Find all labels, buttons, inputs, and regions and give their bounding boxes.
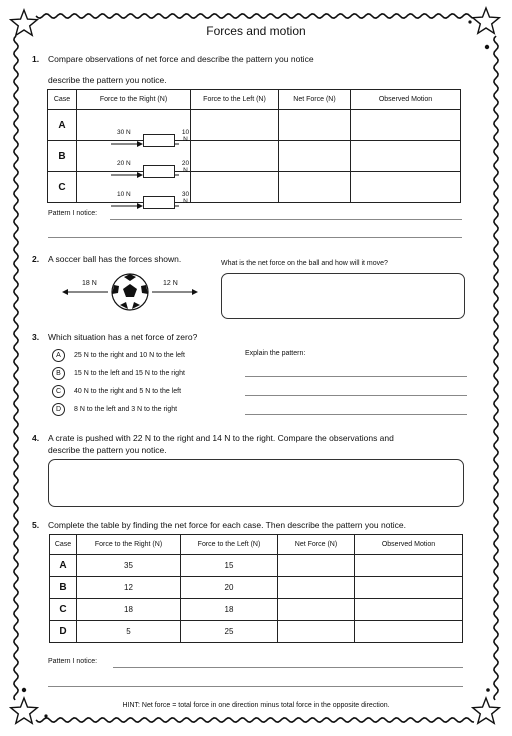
answer-cell[interactable] — [191, 172, 279, 203]
q5-pattern-label: Pattern I notice: — [48, 658, 98, 665]
force-label: 30 N — [181, 191, 190, 205]
answer-cell[interactable] — [278, 599, 355, 621]
answer-cell[interactable] — [355, 577, 463, 599]
header-net-force: Net Force (N) — [278, 535, 355, 555]
force-label: 10 N — [181, 129, 190, 143]
header-case: Case — [50, 535, 77, 555]
answer-cell[interactable] — [191, 141, 279, 172]
q1-subprompt: describe the pattern you notice. — [48, 75, 167, 85]
answer-cell[interactable] — [191, 110, 279, 141]
q1-pattern-label: Pattern I notice: — [48, 210, 98, 217]
option-b-bubble[interactable]: B — [52, 367, 65, 380]
case-label: D — [50, 621, 77, 643]
header-force-right: Force to the Right (N) — [77, 90, 191, 110]
q2-prompt: A soccer ball has the forces shown. — [48, 254, 182, 264]
force-diagram — [77, 110, 191, 141]
header-force-left: Force to the Left (N) — [181, 535, 278, 555]
table-header-row — [50, 535, 463, 555]
option-d-bubble[interactable]: D — [52, 403, 65, 416]
answer-cell[interactable] — [355, 621, 463, 643]
force-label: 20 N — [181, 160, 190, 174]
option-b-text: 15 N to the left and 15 N to the right — [74, 370, 185, 377]
q1-table — [47, 89, 461, 203]
answer-cell[interactable] — [351, 141, 461, 172]
answer-line[interactable] — [113, 667, 463, 668]
table-row — [50, 555, 463, 577]
q2-answer-box[interactable] — [221, 273, 465, 319]
force-left-value: 20 — [181, 577, 278, 599]
case-label: C — [50, 599, 77, 621]
option-c-text: 40 N to the right and 5 N to the left — [74, 388, 182, 395]
force-right-value: 35 — [77, 555, 181, 577]
answer-cell[interactable] — [351, 172, 461, 203]
q2-question: What is the net force on the ball and how will it move? — [221, 260, 388, 267]
case-label: A — [48, 110, 77, 141]
header-net-force: Net Force (N) — [279, 90, 351, 110]
force-left-value: 18 — [181, 599, 278, 621]
q3-explain-label: Explain the pattern: — [245, 350, 306, 357]
soccer-ball-icon — [112, 274, 148, 310]
header-force-right: Force to the Right (N) — [77, 535, 181, 555]
answer-line[interactable] — [48, 237, 462, 238]
case-label: B — [48, 141, 77, 172]
force-label-left: 18 N — [82, 280, 97, 287]
header-force-left: Force to the Left (N) — [191, 90, 279, 110]
q5-table — [49, 534, 463, 643]
header-observed-motion: Observed Motion — [355, 535, 463, 555]
header-observed-motion: Observed Motion — [351, 90, 461, 110]
q4-number: 4. — [32, 433, 40, 443]
force-left-value: 25 — [181, 621, 278, 643]
force-right-value: 18 — [77, 599, 181, 621]
force-label: 10 N — [117, 191, 131, 198]
hint-text: HINT: Net force = total force in one direction minus total force in the opposite direction. — [122, 702, 390, 709]
page-title: Forces and motion — [206, 24, 306, 38]
answer-cell[interactable] — [278, 555, 355, 577]
answer-line[interactable] — [245, 376, 467, 377]
soccer-ball-diagram — [60, 272, 200, 312]
answer-cell[interactable] — [278, 621, 355, 643]
case-label: B — [50, 577, 77, 599]
q5-number: 5. — [32, 520, 40, 530]
q3-number: 3. — [32, 332, 40, 342]
answer-cell[interactable] — [278, 577, 355, 599]
q2-number: 2. — [32, 254, 40, 264]
q4-prompt-line2: describe the pattern you notice. — [48, 445, 167, 455]
force-right-value: 5 — [77, 621, 181, 643]
table-row — [50, 599, 463, 621]
table-row — [50, 621, 463, 643]
option-c-bubble[interactable]: C — [52, 385, 65, 398]
table-row — [48, 110, 461, 141]
case-label: A — [50, 555, 77, 577]
table-header-row — [48, 90, 461, 110]
force-right-value: 12 — [77, 577, 181, 599]
force-label-right: 12 N — [163, 280, 178, 287]
answer-cell[interactable] — [351, 110, 461, 141]
option-a-text: 25 N to the right and 10 N to the left — [74, 352, 185, 359]
q5-prompt: Complete the table by finding the net force for each case. Then describe the pattern you notice. — [48, 520, 407, 530]
option-d-text: 8 N to the left and 3 N to the right — [74, 406, 178, 413]
q4-prompt-line1: A crate is pushed with 22 N to the right and 14 N to the right. Compare the observations and — [48, 433, 394, 443]
force-label: 20 N — [117, 160, 131, 167]
answer-cell[interactable] — [279, 110, 351, 141]
answer-line[interactable] — [245, 414, 467, 415]
option-a-bubble[interactable]: A — [52, 349, 65, 362]
answer-cell[interactable] — [279, 172, 351, 203]
answer-line[interactable] — [245, 395, 467, 396]
header-case: Case — [48, 90, 77, 110]
answer-cell[interactable] — [355, 555, 463, 577]
answer-line[interactable] — [110, 219, 462, 220]
q4-answer-box[interactable] — [48, 459, 464, 507]
table-row — [50, 577, 463, 599]
answer-cell[interactable] — [355, 599, 463, 621]
q1-prompt: Compare observations of net force and describe the pattern you notice — [48, 54, 314, 64]
force-left-value: 15 — [181, 555, 278, 577]
case-label: C — [48, 172, 77, 203]
force-label: 30 N — [117, 129, 131, 136]
answer-cell[interactable] — [279, 141, 351, 172]
answer-line[interactable] — [48, 686, 463, 687]
q1-number: 1. — [32, 54, 40, 64]
q3-prompt: Which situation has a net force of zero? — [48, 332, 198, 342]
